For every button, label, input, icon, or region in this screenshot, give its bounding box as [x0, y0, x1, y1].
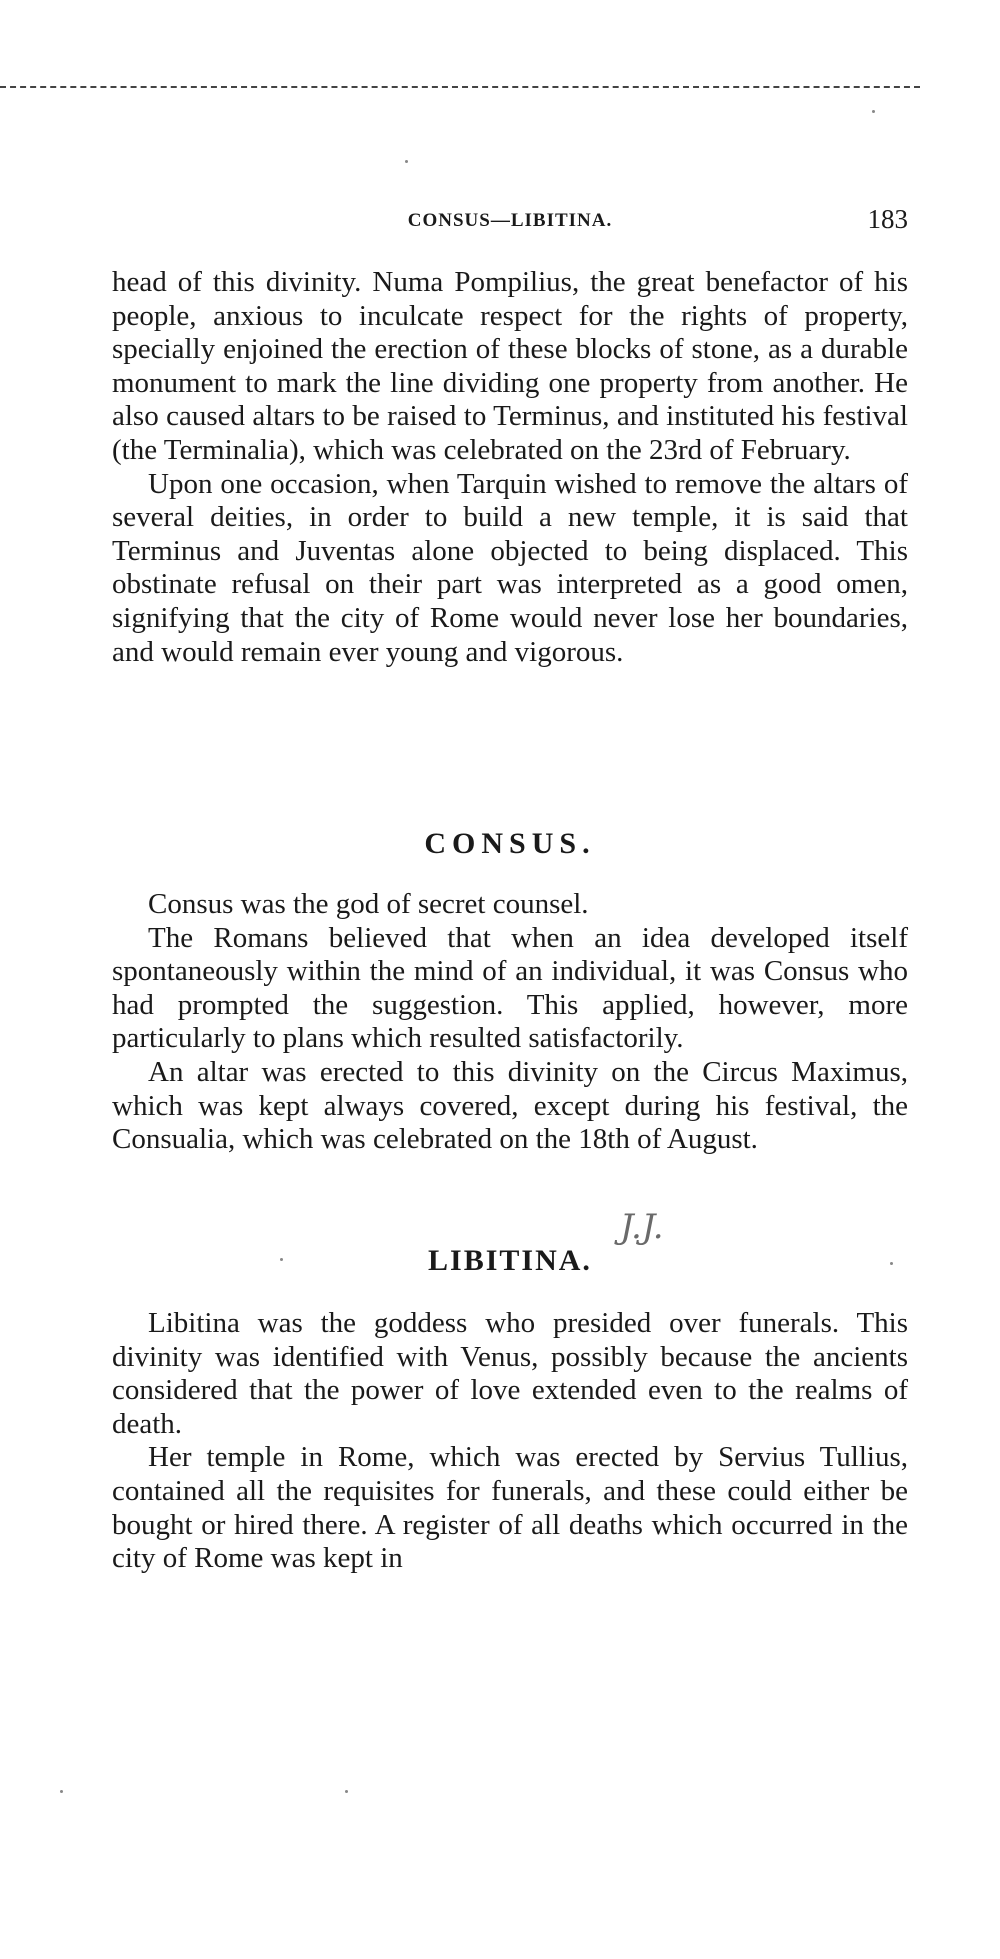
scan-speck	[405, 160, 408, 163]
page-number: 183	[867, 204, 908, 234]
paragraph-terminus-continued: head of this divinity. Numa Pompilius, the great benefactor of his people, anxious to inculcate respect for the rights of property, specially enjoined the erection of these blocks of stone, as a durable monument to mark the line dividing one property from another. He also caused altars to be raised to Terminus, and instituted his festival (the Terminalia), which was celebrated on the 23rd of February.	[112, 266, 908, 466]
paragraph-consus-1: Consus was the god of secret counsel.	[148, 888, 589, 920]
paragraph-libitina-2: Her temple in Rome, which was erected by Servius Tullius, contained all the requisites for funerals, and these could either be bought or hired there. A register of all deaths which occurred in the city of Rome was kept in	[112, 1441, 908, 1575]
body-text-opening	[112, 266, 908, 669]
paragraph-consus-2: The Romans believed that when an idea developed itself spontaneously within the mind of an individual, it was Consus who had prompted the suggestion. This applied, however, more particularly to plans which resulted satisfactorily.	[112, 921, 908, 1055]
section-heading-libitina: LIBITINA.	[428, 1244, 592, 1277]
top-scan-rule	[0, 86, 920, 88]
paragraph-tarquin: Upon one occasion, when Tarquin wished to remove the altars of several deities, in order to build a new temple, it is said that Terminus and Juventas alone objected to being displaced. This obstinate refusal on their part was interpreted as a good omen, signifying that the city of Rome would never lose her boundaries, and would remain ever young and vigorous.	[112, 467, 908, 668]
scan-speck	[872, 110, 875, 113]
scan-speck	[60, 1790, 63, 1793]
paragraph-libitina-1: Libitina was the goddess who presided over funerals. This divinity was identified with Venus, possibly because the ancients considered that the power of love extended even to the realms of death.	[112, 1307, 908, 1440]
consus-section-text	[112, 888, 908, 1157]
section-heading-consus: CONSUS.	[424, 827, 596, 860]
scan-speck	[890, 1262, 893, 1265]
scan-speck	[345, 1790, 348, 1793]
libitina-section-text	[112, 1307, 908, 1576]
scan-speck	[280, 1258, 283, 1261]
running-head	[112, 204, 908, 244]
running-title: CONSUS—LIBITINA.	[407, 210, 613, 231]
paragraph-consus-3: An altar was erected to this divinity on the Circus Maximus, which was kept always covered, except during his festival, the Consualia, which was celebrated on the 18th of August.	[112, 1055, 908, 1156]
handwritten-margin-mark: J.J.	[620, 1207, 664, 1247]
